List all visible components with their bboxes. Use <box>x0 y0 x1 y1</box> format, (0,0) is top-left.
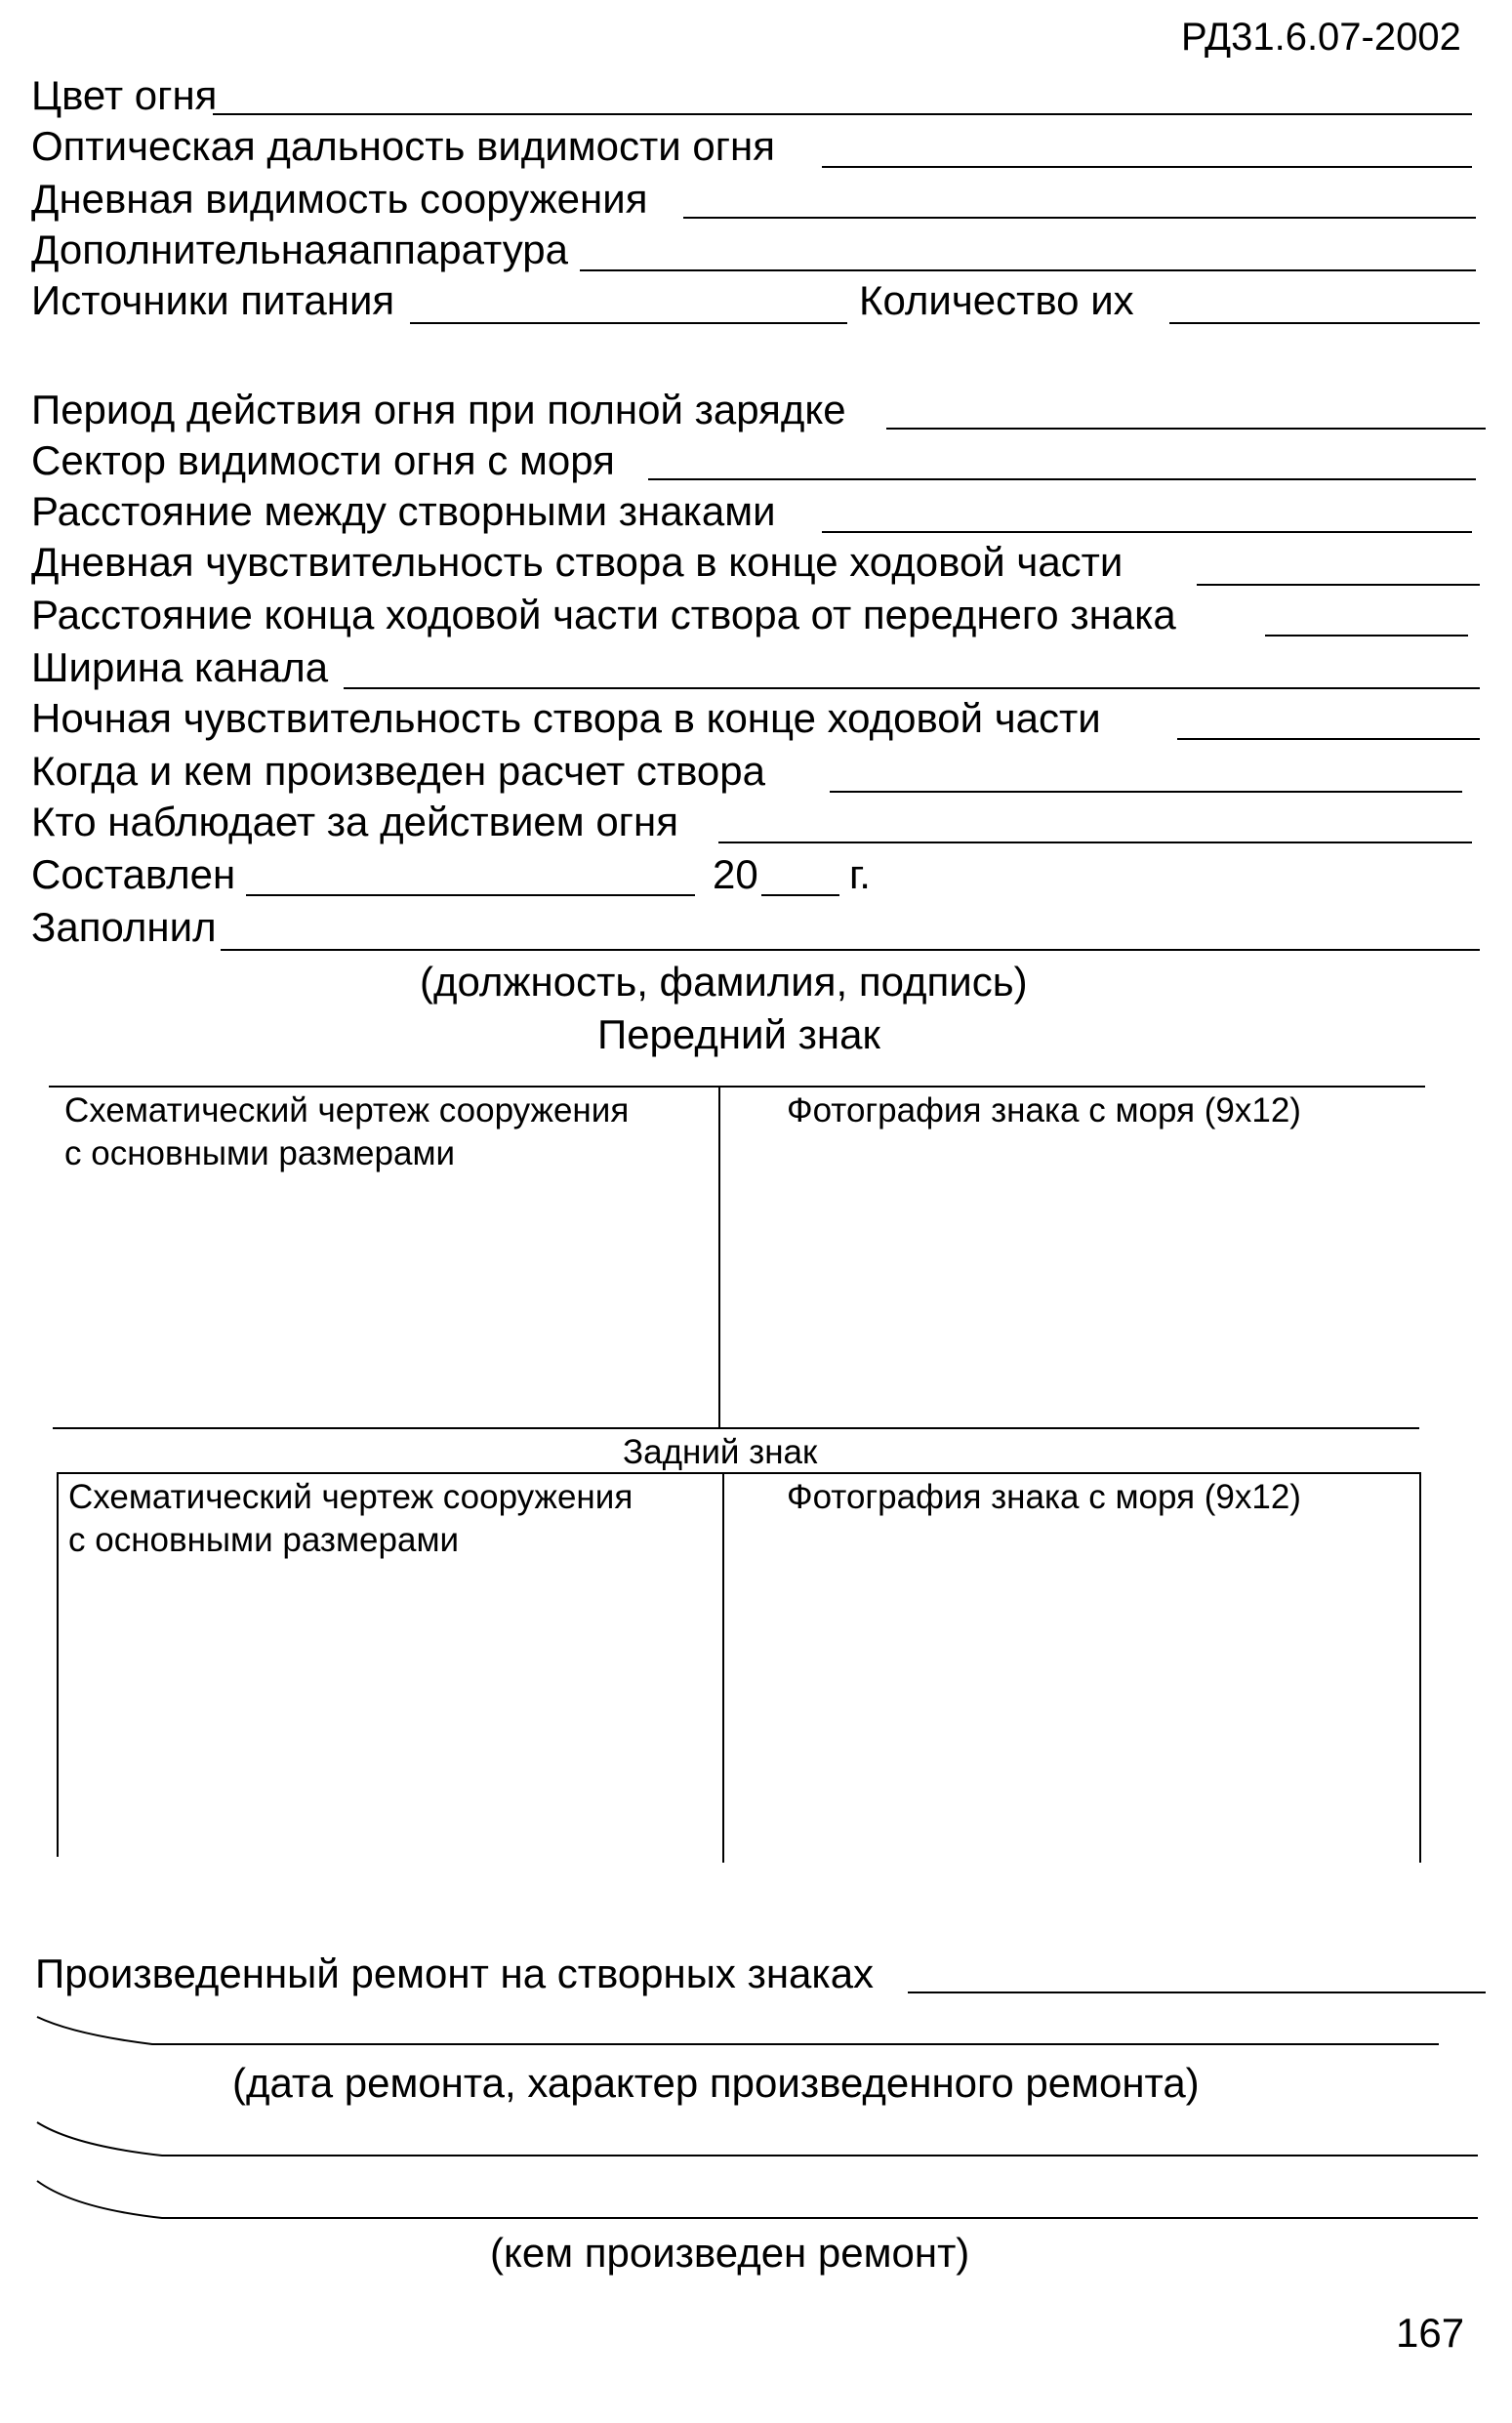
field-input-quantity[interactable] <box>1169 322 1480 324</box>
repair-line-2[interactable] <box>35 2175 1480 2226</box>
field-label-power-sources: Источники питания <box>31 277 395 323</box>
field-input-sign-distance[interactable] <box>822 531 1472 533</box>
rear-table-divider <box>722 1472 724 1863</box>
field-input-year[interactable] <box>761 894 839 896</box>
front-table-divider <box>718 1086 720 1427</box>
field-label-day-visibility: Дневная видимость сооружения <box>31 176 648 222</box>
page-number: 167 <box>1396 2310 1465 2356</box>
signature-caption: (должность, фамилия, подпись) <box>420 959 1028 1005</box>
repair-label: Произведенный ремонт на створных знаках <box>35 1951 875 1996</box>
field-input-visibility-sector[interactable] <box>648 478 1476 480</box>
front-sign-title: Передний знак <box>597 1011 880 1057</box>
field-input-optical-range[interactable] <box>822 166 1472 168</box>
field-label-visibility-sector: Сектор видимости огня с моря <box>31 437 615 483</box>
rear-table-right-border <box>1419 1472 1421 1863</box>
field-label-optical-range: Оптическая дальность видимости огня <box>31 123 775 169</box>
field-label-day-sensitivity: Дневная чувствительность створа в конце ходовой части <box>31 539 1124 585</box>
field-input-compiled-date[interactable] <box>246 894 695 896</box>
front-drawing-label-2: с основными размерами <box>64 1134 456 1172</box>
front-table-top-border <box>49 1086 1425 1088</box>
rear-drawing-label-1: Схематический чертеж сооружения <box>68 1478 633 1516</box>
field-input-night-sensitivity[interactable] <box>1177 738 1480 740</box>
field-label-year-suffix: г. <box>849 851 871 897</box>
field-label-operation-period: Период действия огня при полной зарядке <box>31 387 846 432</box>
rear-table-left-border <box>57 1472 59 1857</box>
field-input-channel-end-distance[interactable] <box>1265 635 1468 637</box>
field-label-channel-end-distance: Расстояние конца ходовой части створа от переднего знака <box>31 592 1176 637</box>
field-input-power-sources[interactable] <box>410 322 847 324</box>
field-label-extra-equipment: Дополнительнаяаппаратура <box>31 226 568 272</box>
field-input-observer[interactable] <box>718 842 1472 843</box>
front-table-bottom-border <box>53 1427 1419 1429</box>
document-code: РД31.6.07-2002 <box>1181 16 1461 59</box>
repair-input-inline[interactable] <box>908 1992 1486 1993</box>
field-input-day-visibility[interactable] <box>683 217 1476 219</box>
field-label-quantity: Количество их <box>859 277 1134 323</box>
repair-who-caption: (кем произведен ремонт) <box>490 2230 970 2276</box>
field-label-night-sensitivity: Ночная чувствительность створа в конце ходовой части <box>31 695 1101 741</box>
front-photo-area[interactable] <box>724 1132 1417 1423</box>
field-input-filled-by[interactable] <box>221 949 1480 951</box>
field-input-light-color[interactable] <box>213 113 1472 115</box>
field-input-extra-equipment[interactable] <box>580 269 1476 271</box>
field-label-observer: Кто наблюдает за действием огня <box>31 799 678 844</box>
field-input-operation-period[interactable] <box>886 428 1486 430</box>
field-input-channel-width[interactable] <box>344 687 1480 689</box>
repair-date-caption: (дата ремонта, характер произведенного ремонта) <box>232 2060 1200 2106</box>
repair-line-1-stroke <box>37 2122 1478 2156</box>
rear-sign-title: Задний знак <box>623 1433 818 1471</box>
field-label-sign-distance: Расстояние между створными знаками <box>31 488 776 534</box>
rear-drawing-label-2: с основными размерами <box>68 1521 460 1559</box>
rear-table-top-border <box>57 1472 1419 1474</box>
field-label-compiled: Составлен <box>31 851 236 897</box>
field-input-day-sensitivity[interactable] <box>1197 584 1480 586</box>
repair-line-2-stroke <box>37 2181 1478 2218</box>
repair-date-line[interactable] <box>35 2011 1441 2050</box>
rear-drawing-area[interactable] <box>61 1566 718 1857</box>
field-label-channel-width: Ширина канала <box>31 644 329 690</box>
field-input-calculation[interactable] <box>830 791 1462 793</box>
front-drawing-area[interactable] <box>51 1181 715 1423</box>
rear-photo-label: Фотография знака с моря (9х12) <box>787 1478 1301 1516</box>
repair-line-1[interactable] <box>35 2116 1480 2163</box>
front-drawing-label-1: Схематический чертеж сооружения <box>64 1091 630 1129</box>
field-label-filled-by: Заполнил <box>31 904 217 950</box>
field-label-light-color: Цвет огня <box>31 72 218 118</box>
repair-date-line-stroke <box>37 2017 1439 2044</box>
field-label-year-prefix: 20 <box>713 851 758 897</box>
field-label-calculation: Когда и кем произведен расчет створа <box>31 748 766 794</box>
rear-photo-area[interactable] <box>728 1519 1415 1861</box>
front-photo-label: Фотография знака с моря (9х12) <box>787 1091 1301 1129</box>
